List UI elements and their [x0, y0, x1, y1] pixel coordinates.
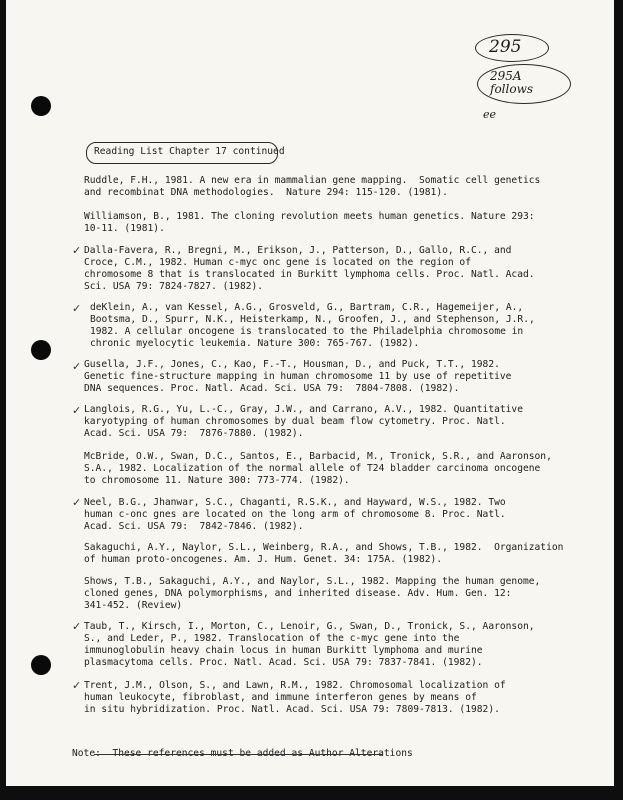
reference-line: DNA sequences. Proc. Natl. Acad. Sci. USA 79: 7804-7808. (1982).: [84, 383, 460, 394]
reference-entry: [84, 245, 584, 293]
reference-entry: [84, 497, 584, 533]
reference-line: 341-452. (Review): [84, 600, 183, 611]
reference-line: McBride, O.W., Swan, D.C., Santos, E., Barbacid, M., Tronick, S.R., and Aaronson,: [84, 451, 552, 462]
reference-line: Genetic fine-structure mapping in human chromosome 11 by use of repetitive: [84, 371, 512, 382]
reference-line: chromosome 8 that is translocated in Burkitt lymphoma cells. Proc. Natl. Acad.: [84, 269, 535, 280]
reference-line: cloned genes, DNA polymorphisms, and inherited disease. Adv. Hum. Gen. 12:: [84, 588, 512, 599]
checkmark-icon: ✓: [72, 244, 82, 257]
follows-note-handwritten: 295A follows: [490, 69, 533, 96]
reference-line: Gusella, J.F., Jones, C., Kao, F.-T., Housman, D., and Puck, T.T., 1982.: [84, 359, 500, 370]
reference-entry: [84, 211, 584, 235]
reference-line: Neel, B.G., Jhanwar, S.C., Chaganti, R.S.K., and Hayward, W.S., 1982. Two: [84, 497, 506, 508]
reference-line: of human proto-oncogenes. Am. J. Hum. Genet. 34: 175A. (1982).: [84, 554, 443, 565]
checkmark-icon: ✓: [72, 620, 82, 633]
reference-line: S., and Leder, P., 1982. Translocation of the c-myc gene into the: [84, 633, 460, 644]
reference-line: 1982. A cellular oncogene is translocated to the Philadelphia chromosome in: [90, 326, 524, 337]
reference-entry: [84, 359, 584, 395]
reference-line: 10-11. (1981).: [84, 223, 165, 234]
reference-line: Sakaguchi, A.Y., Naylor, S.L., Weinberg, R.A., and Shows, T.B., 1982. Organization: [84, 542, 564, 553]
reference-entry: [84, 680, 584, 716]
reference-line: to chromosome 11. Nature 300: 773-774. (1982).: [84, 475, 350, 486]
reference-line: chronic myelocytic leukemia. Nature 300: 765-767. (1982).: [90, 338, 420, 349]
reference-line: Croce, C.M., 1982. Human c-myc onc gene is located on the region of: [84, 257, 471, 268]
reference-line: deKlein, A., van Kessel, A.G., Grosveld, G., Bartram, C.R., Hagemeijer, A.,: [90, 302, 524, 313]
punch-hole-top: [31, 96, 51, 116]
reference-line: human c-onc gnes are located on the long arm of chromosome 8. Proc. Natl.: [84, 509, 506, 520]
checkmark-icon: ✓: [72, 302, 82, 315]
reference-line: Langlois, R.G., Yu, L.-C., Gray, J.W., and Carrano, A.V., 1982. Quantitative: [84, 404, 523, 415]
reference-line: karyotyping of human chromosomes by dual beam flow cytometry. Proc. Natl.: [84, 416, 506, 427]
reference-entry: [84, 576, 584, 612]
checkmark-icon: ✓: [72, 679, 82, 692]
reference-entry: [84, 621, 584, 669]
reference-entry: [84, 451, 584, 487]
reference-entry: [84, 542, 584, 566]
reference-line: human leukocyte, fibroblast, and immune interferon genes by means of: [84, 692, 477, 703]
punch-hole-middle: [31, 340, 51, 360]
reference-line: Shows, T.B., Sakaguchi, A.Y., and Naylor, S.L., 1982. Mapping the human genome,: [84, 576, 541, 587]
reference-line: immunoglobulin heavy chain locus in human Burkitt lymphoma and murine: [84, 645, 483, 656]
reference-entry: [84, 404, 584, 440]
author-alterations-note: Note: These references must be added as Author Alterations: [72, 748, 413, 759]
checkmark-icon: ✓: [72, 496, 82, 509]
reference-line: Williamson, B., 1981. The cloning revolution meets human genetics. Nature 293:: [84, 211, 535, 222]
reference-line: Sci. USA 79: 7824-7827. (1982).: [84, 281, 264, 292]
initials-handwritten: ee: [483, 108, 497, 121]
reference-entry: [84, 175, 584, 199]
reference-line: Taub, T., Kirsch, I., Morton, C., Lenoir, G., Swan, D., Tronick, S., Aaronson,: [84, 621, 535, 632]
reference-line: plasmacytoma cells. Proc. Natl. Acad. Sci. USA 79: 7837-7841. (1982).: [84, 657, 483, 668]
reference-entry: [90, 302, 590, 350]
punch-hole-bottom: [31, 655, 51, 675]
reference-line: and recombinat DNA methodologies. Nature 294: 115-120. (1981).: [84, 187, 448, 198]
reference-line: Ruddle, F.H., 1981. A new era in mammalian gene mapping. Somatic cell genetics: [84, 175, 541, 186]
checkmark-icon: ✓: [72, 404, 82, 417]
reference-line: Bootsma, D., Spurr, N.K., Heisterkamp, N., Groofen, J., and Stephenson, J.R.,: [90, 314, 535, 325]
reference-line: Acad. Sci. USA 79: 7876-7880. (1982).: [84, 428, 304, 439]
page-number-handwritten: 295: [489, 37, 522, 57]
reference-line: Dalla-Favera, R., Bregni, M., Erikson, J., Patterson, D., Gallo, R.C., and: [84, 245, 512, 256]
reference-line: S.A., 1982. Localization of the normal allele of T24 bladder carcinoma oncogene: [84, 463, 541, 474]
reference-line: Trent, J.M., Olson, S., and Lawn, R.M., 1982. Chromosomal localization of: [84, 680, 506, 691]
heading-box: [86, 142, 285, 164]
heading-text: Reading List Chapter 17 continued: [94, 146, 285, 157]
checkmark-icon: ✓: [72, 360, 82, 373]
reference-line: in situ hybridization. Proc. Natl. Acad. Sci. USA 79: 7809-7813. (1982).: [84, 704, 500, 715]
reference-line: Acad. Sci. USA 79: 7842-7846. (1982).: [84, 521, 304, 532]
